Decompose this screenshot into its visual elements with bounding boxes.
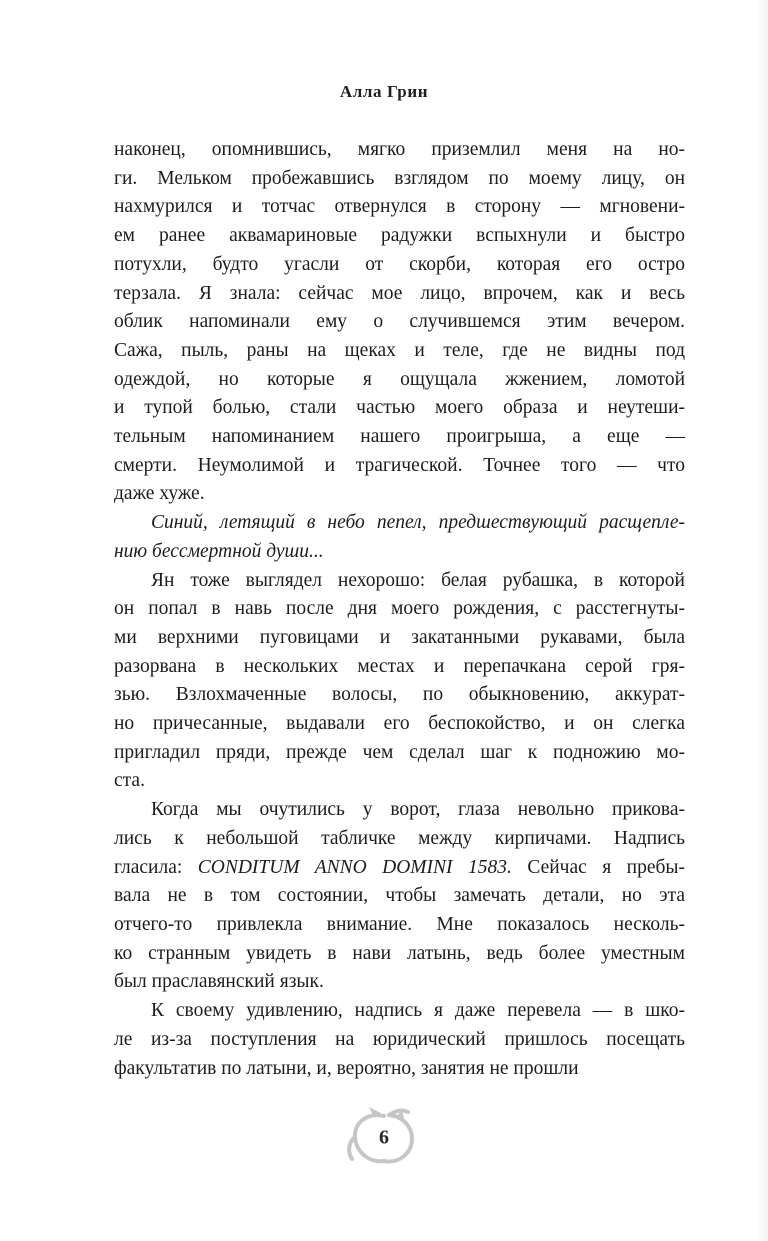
text-line xyxy=(114,854,685,883)
text-segment: К своему удивлению, надпись я даже перевела — в шко- xyxy=(151,1000,685,1022)
page-footer xyxy=(0,1106,768,1172)
text-line xyxy=(114,739,685,768)
text-segment: отчего-то привлекла внимание. Мне показалось несколь- xyxy=(114,913,685,935)
text-line xyxy=(114,1055,685,1084)
text-line xyxy=(114,136,685,165)
text-segment: лись к небольшой табличке между кирпичами. Надпись xyxy=(114,827,685,849)
paragraph xyxy=(114,567,685,797)
text-line xyxy=(114,710,685,739)
text-segment: он попал в навь после дня моего рождения, с расстегнуты- xyxy=(114,598,685,620)
text-segment: пригладил пряди, прежде чем сделал шаг к подножию мо- xyxy=(114,741,685,763)
text-line xyxy=(114,452,685,481)
paragraph xyxy=(114,997,685,1083)
text-line xyxy=(114,997,685,1026)
text-segment: нахмурился и тотчас отвернулся в сторону — мгновени- xyxy=(114,196,685,218)
text-segment: Ян тоже выглядел нехорошо: белая рубашка, в которой xyxy=(151,569,685,591)
text-segment: смерти. Неумолимой и трагической. Точнее того — что xyxy=(114,454,685,476)
text-line xyxy=(114,509,685,538)
text-segment: ги. Мельком пробежавшись взглядом по моему лицу, он xyxy=(114,167,685,189)
text-line xyxy=(114,251,685,280)
text-line xyxy=(114,968,685,997)
text-line xyxy=(114,911,685,940)
text-segment: Сажа, пыль, раны на щеках и теле, где не видны под xyxy=(114,339,685,361)
text-line xyxy=(114,222,685,251)
text-segment: но причесанные, выдавали его беспокойство, и он слегка xyxy=(114,713,685,735)
text-segment: Когда мы очутились у ворот, глаза невольно прикова- xyxy=(151,799,685,821)
ornament-wrap xyxy=(344,1106,424,1172)
paragraph xyxy=(114,509,685,566)
page-number: 6 xyxy=(379,1126,389,1149)
text-segment: наконец, опомнившись, мягко приземлил меня на но- xyxy=(114,139,685,160)
text-segment: зью. Взлохмаченные волосы, по обыкновению, аккурат- xyxy=(114,684,685,706)
text-segment: потухли, будто угасли от скорби, которая его остро xyxy=(114,253,685,275)
page-text xyxy=(114,136,685,1083)
text-line xyxy=(114,538,685,567)
text-segment: гласила: xyxy=(114,856,198,878)
text-line xyxy=(114,165,685,194)
text-line xyxy=(114,480,685,509)
text-segment: тельным напоминанием нашего проигрыша, а еще — xyxy=(114,426,685,448)
text-line xyxy=(114,825,685,854)
text-segment: факультатив по латыни, и, вероятно, занятия не прошли xyxy=(114,1057,579,1079)
text-segment: и тупой болью, стали частью моего образа и неутеши- xyxy=(114,397,685,419)
paragraph xyxy=(114,796,685,997)
text-line xyxy=(114,337,685,366)
page-edge-shadow xyxy=(756,0,768,1241)
running-header-author: Алла Грин xyxy=(339,82,429,101)
text-line xyxy=(114,681,685,710)
text-segment: ми верхними пуговицами и закатанными рукавами, была xyxy=(114,626,685,648)
text-segment: разорвана в нескольких местах и перепачкана серой гря- xyxy=(114,655,685,677)
text-line xyxy=(114,308,685,337)
text-segment: был праславянский язык. xyxy=(114,971,324,993)
text-segment: ем ранее аквамариновые радужки вспыхнули и быстро xyxy=(114,225,685,247)
text-segment: ста. xyxy=(114,770,145,792)
text-segment: одеждой, но которые я ощущала жжением, ломотой xyxy=(114,368,685,390)
text-line xyxy=(114,624,685,653)
text-segment: вала не в том состоянии, чтобы замечать детали, но эта xyxy=(114,885,685,907)
text-line xyxy=(114,1026,685,1055)
text-line xyxy=(114,193,685,222)
text-segment: терзала. Я знала: сейчас мое лицо, впрочем, как и весь xyxy=(114,282,685,304)
text-line xyxy=(114,882,685,911)
italic-text-segment: нию бессмертной души... xyxy=(114,540,324,562)
text-line xyxy=(114,653,685,682)
text-segment: облик напоминали ему о случившемся этим вечером. xyxy=(114,311,685,333)
text-segment: даже хуже. xyxy=(114,483,205,505)
text-segment: ле из-за поступления на юридический пришлось посещать xyxy=(114,1028,685,1050)
text-segment: ко странным увидеть в нави латынь, ведь более уместным xyxy=(114,942,685,964)
text-line xyxy=(114,796,685,825)
italic-text-segment: CONDITUM ANNO DOMINI 1583. xyxy=(197,856,512,878)
text-line xyxy=(114,567,685,596)
text-line xyxy=(114,366,685,395)
text-line xyxy=(114,940,685,969)
text-line xyxy=(114,595,685,624)
italic-text-segment: Синий, летящий в небо пепел, предшествующий расщепле- xyxy=(151,512,685,534)
text-line xyxy=(114,280,685,309)
text-line xyxy=(114,767,685,796)
text-line xyxy=(114,423,685,452)
text-segment: Сейчас я пребы- xyxy=(511,856,685,878)
text-line xyxy=(114,394,685,423)
paragraph xyxy=(114,136,685,509)
